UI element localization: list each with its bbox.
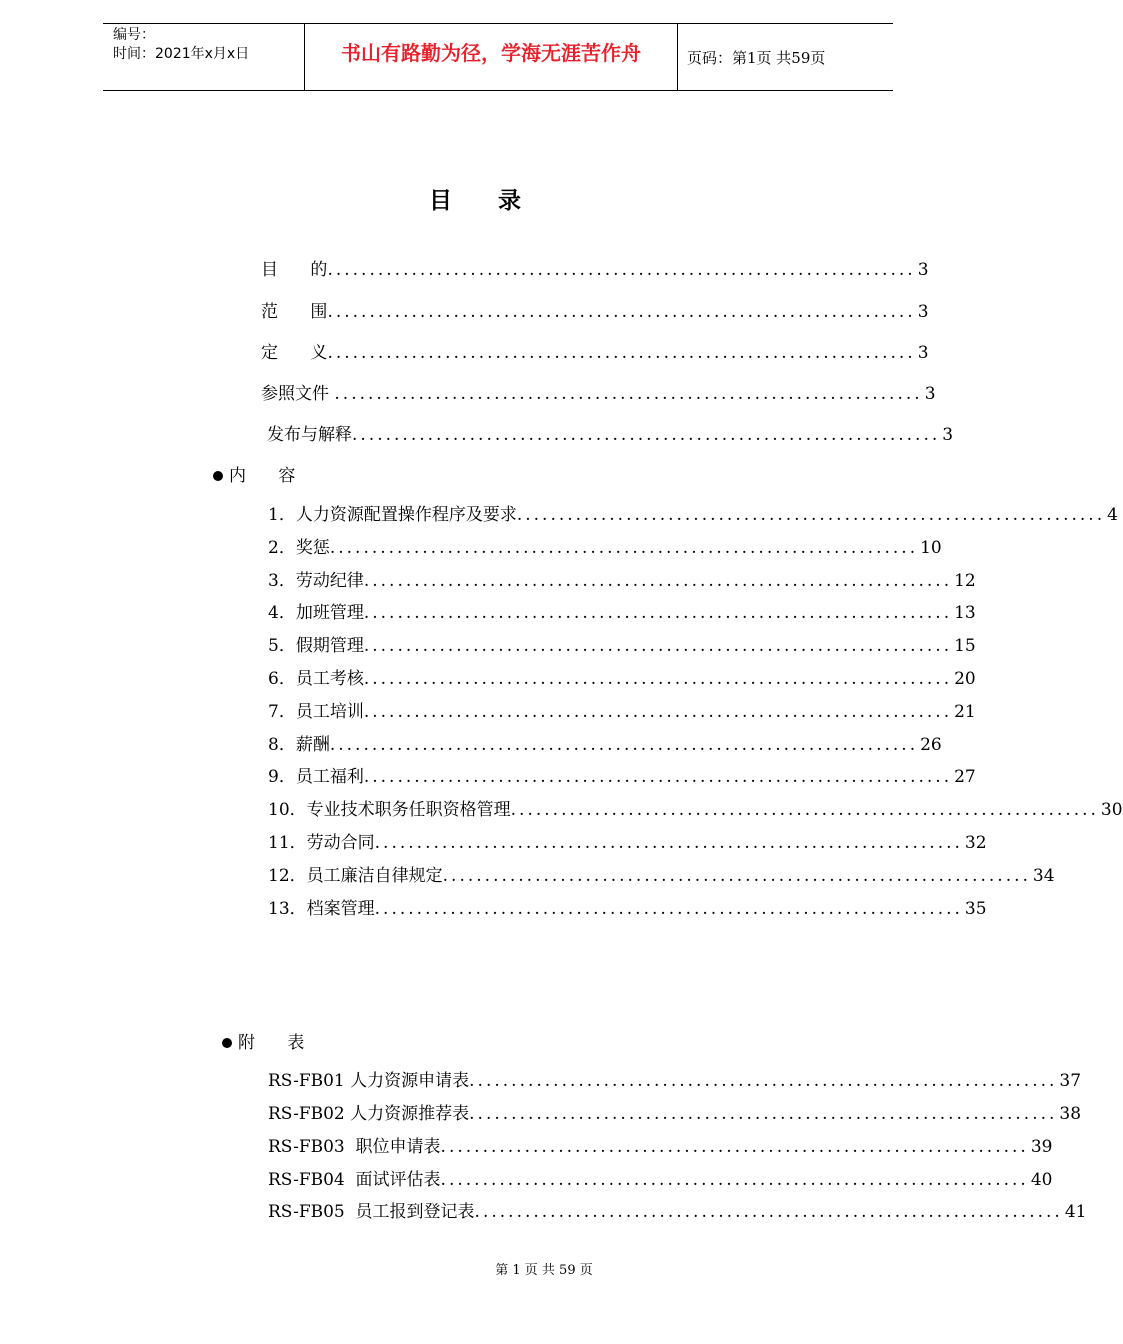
- header-code: 编号：: [113, 27, 155, 43]
- toc-entry-page: 41: [1064, 1202, 1087, 1222]
- toc-entry-page: 15: [954, 636, 976, 656]
- toc-entry-label: 范 围: [261, 302, 328, 322]
- toc-entry[interactable]: [256, 382, 936, 406]
- toc-entry-page: 10: [920, 538, 942, 558]
- toc-entry[interactable]: [268, 536, 942, 560]
- toc-entry-label: 参照文件: [261, 384, 335, 404]
- toc-entry[interactable]: [268, 601, 976, 625]
- toc-entry[interactable]: [268, 765, 976, 789]
- toc-leader: ......................................................................: [327, 260, 916, 280]
- toc-leader: ......................................................................: [469, 1071, 1058, 1091]
- toc-entry-label: RS-FB04 面试评估表: [268, 1170, 441, 1190]
- toc-entry-page: 4: [1107, 505, 1118, 525]
- toc-entry-label: 10．专业技术职务任职资格管理: [268, 800, 511, 820]
- toc-entry-label: 发布与解释: [267, 425, 352, 445]
- toc-entry[interactable]: [268, 798, 1123, 822]
- toc-entry-label: 9．员工福利: [268, 767, 364, 787]
- toc-entry[interactable]: [268, 831, 987, 855]
- toc-leader: ......................................................................: [363, 767, 953, 787]
- page-footer: 第 1 页 共 59 页: [495, 1263, 593, 1278]
- header-bottom-rule: [103, 90, 893, 91]
- toc-leader: ......................................................................: [327, 343, 916, 363]
- toc-entry[interactable]: [268, 667, 976, 691]
- toc-entry[interactable]: [256, 258, 929, 282]
- section-heading-label: 附 表: [238, 1033, 305, 1053]
- bullet-icon: [213, 471, 223, 481]
- toc-entry-label: 3．劳动纪律: [268, 571, 364, 591]
- toc-entry-page: 40: [1030, 1170, 1053, 1190]
- toc-entry[interactable]: [268, 897, 987, 921]
- toc-entry-label: RS-FB03 职位申请表: [268, 1137, 441, 1157]
- toc-entry-label: 7．员工培训: [268, 702, 364, 722]
- toc-leader: ......................................................................: [363, 603, 953, 623]
- toc-entry-page: 30: [1100, 800, 1123, 820]
- toc-entry-page: 34: [1032, 866, 1055, 886]
- toc-entry-page: 3: [917, 302, 929, 322]
- section-heading-appendix: [222, 1031, 304, 1055]
- toc-leader: ......................................................................: [374, 833, 963, 853]
- toc-entry-page: 3: [942, 425, 954, 445]
- toc-entry-page: 39: [1030, 1137, 1053, 1157]
- toc-entry-label: 5．假期管理: [268, 636, 364, 656]
- toc-entry-label: 2．奖惩: [268, 538, 330, 558]
- toc-leader: ......................................................................: [334, 384, 923, 404]
- toc-leader: ......................................................................: [374, 899, 963, 919]
- toc-entry-page: 32: [964, 833, 987, 853]
- header-motto: 书山有路勤为径，学海无涯苦作舟: [341, 41, 641, 65]
- header-time: 时间：2021年x月x日: [113, 46, 250, 62]
- toc-leader: ......................................................................: [329, 735, 919, 755]
- toc-leader: ......................................................................: [442, 866, 1031, 886]
- toc-entry-page: 21: [954, 702, 976, 722]
- toc-entry[interactable]: [262, 423, 954, 447]
- section-heading-label: 内 容: [229, 466, 296, 486]
- toc-entry-page: 27: [954, 767, 976, 787]
- toc-entry-page: 38: [1059, 1104, 1082, 1124]
- toc-leader: ......................................................................: [510, 800, 1099, 820]
- toc-leader: ......................................................................: [474, 1202, 1063, 1222]
- toc-entry-label: 6．员工考核: [268, 669, 364, 689]
- header-page-number: 页码：第1页 共59页: [687, 49, 826, 67]
- section-heading-content: [213, 464, 295, 488]
- toc-leader: ......................................................................: [363, 669, 953, 689]
- toc-entry-page: 3: [917, 260, 929, 280]
- toc-entry-label: 4．加班管理: [268, 603, 364, 623]
- toc-entry[interactable]: [268, 1168, 1053, 1192]
- toc-leader: ......................................................................: [440, 1137, 1029, 1157]
- toc-leader: ......................................................................: [329, 538, 919, 558]
- toc-entry-label: 目 的: [261, 260, 328, 280]
- toc-entry[interactable]: [268, 1135, 1053, 1159]
- toc-entry-page: 12: [954, 571, 976, 591]
- toc-entry[interactable]: [256, 300, 929, 324]
- toc-entry-label: RS-FB02 人力资源推荐表: [268, 1104, 470, 1124]
- page-title: 目录: [429, 188, 567, 214]
- toc-leader: ......................................................................: [352, 425, 941, 445]
- toc-leader: ......................................................................: [440, 1170, 1029, 1190]
- toc-leader: ......................................................................: [469, 1104, 1058, 1124]
- toc-entry-label: RS-FB05 员工报到登记表: [268, 1202, 475, 1222]
- header-top-rule: [103, 23, 893, 24]
- toc-entry[interactable]: [268, 1102, 1082, 1126]
- toc-entry[interactable]: [268, 733, 942, 757]
- toc-leader: ......................................................................: [327, 302, 916, 322]
- toc-entry-label: 1．人力资源配置操作程序及要求: [268, 505, 517, 525]
- toc-entry-page: 37: [1059, 1071, 1082, 1091]
- toc-entry[interactable]: [268, 1069, 1082, 1093]
- toc-entry-label: 定 义: [261, 343, 328, 363]
- toc-entry[interactable]: [268, 864, 1055, 888]
- toc-entry-label: 11．劳动合同: [268, 833, 375, 853]
- toc-entry[interactable]: [268, 569, 976, 593]
- bullet-icon: [222, 1038, 232, 1048]
- toc-entry[interactable]: [268, 700, 976, 724]
- toc-entry[interactable]: [268, 1200, 1087, 1224]
- toc-entry-page: 35: [964, 899, 987, 919]
- toc-entry-label: RS-FB01 人力资源申请表: [268, 1071, 470, 1091]
- toc-leader: ......................................................................: [363, 702, 953, 722]
- toc-entry-page: 3: [917, 343, 929, 363]
- header-meta: [113, 26, 249, 64]
- toc-entry[interactable]: [268, 503, 1118, 527]
- toc-entry-label: 8．薪酬: [268, 735, 330, 755]
- toc-leader: ......................................................................: [363, 571, 953, 591]
- toc-entry[interactable]: [268, 634, 976, 658]
- toc-entry-page: 3: [924, 384, 936, 404]
- toc-entry-label: 12．员工廉洁自律规定: [268, 866, 443, 886]
- toc-leader: ......................................................................: [516, 505, 1106, 525]
- toc-entry-page: 20: [954, 669, 976, 689]
- toc-entry[interactable]: [256, 341, 929, 365]
- toc-entry-page: 13: [954, 603, 976, 623]
- toc-leader: ......................................................................: [363, 636, 953, 656]
- toc-entry-label: 13．档案管理: [268, 899, 375, 919]
- toc-entry-page: 26: [920, 735, 942, 755]
